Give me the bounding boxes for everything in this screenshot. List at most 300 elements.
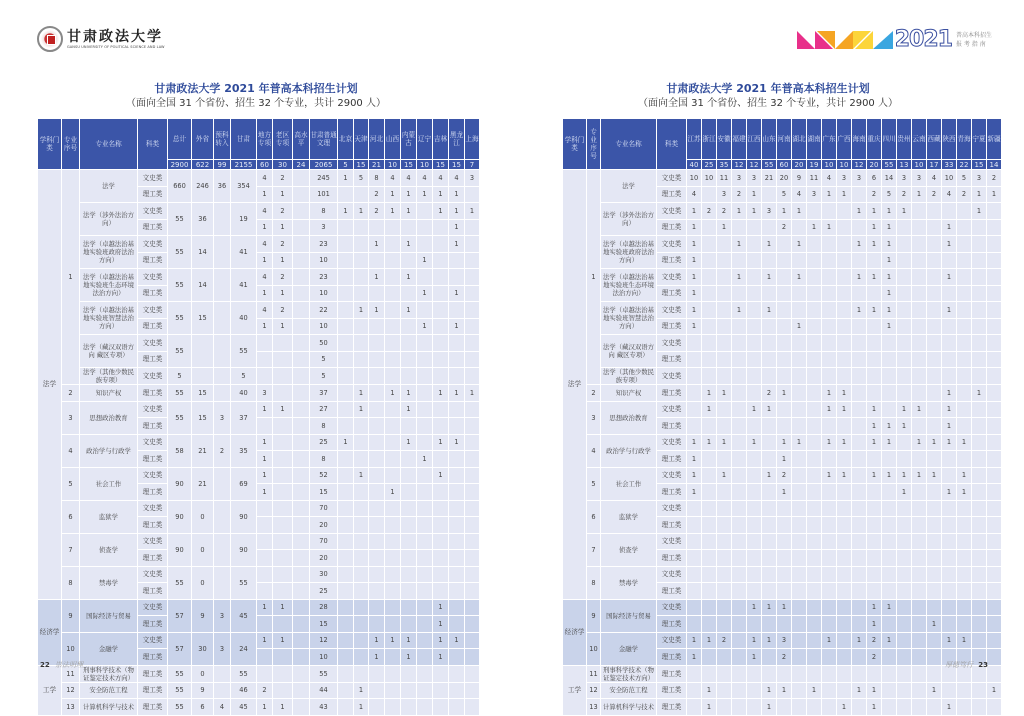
province-value: 1: [867, 203, 882, 220]
province-value: [687, 418, 702, 435]
province-value: [417, 699, 433, 716]
province-value: 1: [762, 599, 777, 616]
value-high: [293, 252, 310, 269]
value-prep: 3: [214, 632, 231, 665]
province-value: 1: [354, 682, 369, 699]
province-value: [777, 517, 792, 534]
province-value: [417, 599, 433, 616]
value-normal: 8: [310, 451, 338, 468]
province-value: [465, 401, 480, 418]
province-value: 1: [449, 385, 465, 402]
value-out: 0: [192, 500, 214, 533]
province-value: [867, 335, 882, 352]
province-value: [912, 599, 927, 616]
value-local: [257, 335, 273, 352]
value-prep: [214, 302, 231, 335]
major-no: 1: [587, 170, 601, 385]
province-value: [987, 368, 1002, 385]
province-value: 1: [449, 219, 465, 236]
province-value: [354, 484, 369, 501]
province-value: [912, 550, 927, 567]
major-no: 11: [62, 665, 80, 682]
province-value: [747, 385, 762, 402]
value-local: 1: [257, 318, 273, 335]
value-total: 58: [168, 434, 192, 467]
col-province: 四川: [882, 119, 897, 160]
province-value: [837, 236, 852, 253]
value-normal: 44: [310, 682, 338, 699]
col-province: 湖北: [792, 119, 807, 160]
province-value: 5: [777, 186, 792, 203]
value-out: 9: [192, 599, 214, 632]
province-value: 1: [777, 484, 792, 501]
province-value: [912, 302, 927, 319]
province-value: [702, 451, 717, 468]
province-value: [837, 451, 852, 468]
province-value: [401, 699, 417, 716]
province-value: [942, 203, 957, 220]
province-value: [822, 318, 837, 335]
province-value: [433, 219, 449, 236]
value-out: 15: [192, 401, 214, 434]
stream: 文史类: [138, 599, 168, 616]
province-value: [822, 418, 837, 435]
province-value: [867, 285, 882, 302]
province-value: [882, 517, 897, 534]
province-value: [777, 401, 792, 418]
province-value: [807, 484, 822, 501]
province-value: [792, 451, 807, 468]
province-value: [942, 599, 957, 616]
province-value: [385, 236, 401, 253]
value-high: [293, 583, 310, 600]
province-value: [777, 566, 792, 583]
province-value: [987, 533, 1002, 550]
table-row: [38, 203, 480, 220]
province-value: [972, 517, 987, 534]
province-value: [465, 252, 480, 269]
province-value: [717, 285, 732, 302]
stream: 文史类: [138, 170, 168, 187]
major-name: 刑事科学技术（物证鉴定技术方向）: [601, 665, 657, 682]
province-value: [777, 665, 792, 682]
stream: 文史类: [657, 236, 687, 253]
province-value: 1: [792, 269, 807, 286]
province-value: [433, 451, 449, 468]
value-out: 15: [192, 302, 214, 335]
province-value: [762, 665, 777, 682]
province-value: 1: [882, 302, 897, 319]
value-gansu: 41: [231, 269, 257, 302]
province-value: 4: [687, 186, 702, 203]
province-value: [717, 302, 732, 319]
total-value: 12: [747, 160, 762, 170]
province-value: 4: [792, 186, 807, 203]
province-value: [882, 451, 897, 468]
province-value: [369, 550, 385, 567]
province-value: [837, 203, 852, 220]
province-value: [987, 632, 1002, 649]
province-value: [417, 335, 433, 352]
province-value: 1: [687, 649, 702, 666]
value-high: [293, 385, 310, 402]
province-value: [822, 599, 837, 616]
province-value: [369, 500, 385, 517]
stream: 文史类: [138, 434, 168, 451]
province-value: [702, 418, 717, 435]
table-body: [563, 170, 1002, 716]
province-value: [837, 566, 852, 583]
total-value: 15: [433, 160, 449, 170]
province-value: 1: [762, 699, 777, 716]
province-value: [972, 550, 987, 567]
province-value: [972, 451, 987, 468]
province-value: [987, 583, 1002, 600]
province-value: [417, 401, 433, 418]
province-value: [912, 699, 927, 716]
province-value: [837, 269, 852, 286]
province-value: 1: [338, 434, 354, 451]
province-value: [369, 583, 385, 600]
col-gansu: 甘肃: [231, 119, 257, 160]
province-value: 1: [942, 484, 957, 501]
province-value: [354, 318, 369, 335]
value-old: [273, 418, 293, 435]
province-value: [354, 285, 369, 302]
province-value: [385, 500, 401, 517]
province-value: [433, 566, 449, 583]
province-value: [747, 517, 762, 534]
province-value: [942, 533, 957, 550]
value-high: [293, 335, 310, 352]
stream: 文史类: [138, 467, 168, 484]
province-value: 1: [717, 219, 732, 236]
province-value: [792, 500, 807, 517]
value-normal: 30: [310, 566, 338, 583]
major-name: 侦查学: [80, 533, 138, 566]
stream: 文史类: [138, 335, 168, 352]
major-name: 思想政治教育: [601, 401, 657, 434]
province-value: [882, 699, 897, 716]
province-value: [792, 550, 807, 567]
category-cell: 工学: [563, 665, 587, 715]
total-value: 10: [912, 160, 927, 170]
stream: 理工类: [657, 252, 687, 269]
province-value: [852, 699, 867, 716]
province-value: [852, 467, 867, 484]
province-value: [897, 385, 912, 402]
province-value: [972, 368, 987, 385]
province-value: 1: [732, 302, 747, 319]
province-value: 1: [449, 285, 465, 302]
province-value: [912, 269, 927, 286]
province-value: [433, 583, 449, 600]
province-value: [807, 517, 822, 534]
province-value: 1: [867, 269, 882, 286]
value-prep: [214, 203, 231, 236]
province-value: 1: [882, 434, 897, 451]
province-value: [957, 699, 972, 716]
province-value: [927, 533, 942, 550]
province-value: [807, 368, 822, 385]
province-value: [449, 665, 465, 682]
province-value: 2: [867, 186, 882, 203]
col-province: 云南: [912, 119, 927, 160]
major-name: 知识产权: [601, 385, 657, 402]
province-value: 1: [417, 252, 433, 269]
value-prep: [214, 682, 231, 699]
province-value: [401, 252, 417, 269]
province-value: 10: [942, 170, 957, 187]
province-value: [822, 665, 837, 682]
province-value: [942, 616, 957, 633]
stream: 文史类: [657, 566, 687, 583]
province-value: [792, 351, 807, 368]
province-value: [385, 665, 401, 682]
province-value: [702, 236, 717, 253]
value-old: [273, 335, 293, 352]
value-local: [257, 649, 273, 666]
major-name: 法学（其他少数民族专项）: [80, 368, 138, 385]
stream: 理工类: [138, 186, 168, 203]
province-value: [717, 351, 732, 368]
table-row: [563, 467, 1002, 484]
major-no: 13: [587, 699, 601, 716]
province-value: [972, 682, 987, 699]
province-value: 2: [867, 632, 882, 649]
province-value: [927, 665, 942, 682]
province-value: 1: [747, 649, 762, 666]
province-value: 1: [401, 302, 417, 319]
province-value: 1: [987, 682, 1002, 699]
value-total: 55: [168, 335, 192, 368]
category-cell: 法学: [563, 170, 587, 600]
province-value: 1: [852, 632, 867, 649]
province-value: 1: [385, 203, 401, 220]
value-prep: [214, 385, 231, 402]
province-value: [385, 533, 401, 550]
province-value: [837, 335, 852, 352]
province-value: [912, 583, 927, 600]
province-value: [807, 665, 822, 682]
province-value: [338, 632, 354, 649]
major-no: 8: [62, 566, 80, 599]
province-value: [417, 467, 433, 484]
province-value: 4: [433, 170, 449, 187]
major-name: 法学: [601, 170, 657, 203]
province-value: [717, 368, 732, 385]
province-value: [927, 335, 942, 352]
province-value: [465, 649, 480, 666]
province-value: 1: [807, 682, 822, 699]
province-value: [687, 368, 702, 385]
province-value: 1: [777, 203, 792, 220]
province-value: 1: [897, 418, 912, 435]
col-tianjin: 天津: [354, 119, 369, 160]
table-row: [38, 170, 480, 187]
province-value: [717, 335, 732, 352]
province-value: 1: [822, 467, 837, 484]
province-value: [717, 484, 732, 501]
province-value: [807, 451, 822, 468]
province-value: [897, 583, 912, 600]
province-value: [354, 219, 369, 236]
value-normal: 10: [310, 285, 338, 302]
province-value: [927, 583, 942, 600]
province-value: [942, 252, 957, 269]
table-row: [38, 302, 480, 319]
province-value: [762, 351, 777, 368]
province-value: 1: [433, 632, 449, 649]
col-local-special: 地方专项: [257, 119, 273, 160]
col-stream: 科类: [657, 119, 687, 170]
value-high: [293, 269, 310, 286]
province-value: 11: [807, 170, 822, 187]
value-high: [293, 418, 310, 435]
province-value: [882, 335, 897, 352]
province-value: [807, 385, 822, 402]
province-value: [837, 318, 852, 335]
province-value: [369, 351, 385, 368]
province-value: [385, 599, 401, 616]
province-value: [687, 500, 702, 517]
col-category: 学科门类: [563, 119, 587, 170]
table-row: [563, 401, 1002, 418]
province-value: [747, 699, 762, 716]
province-value: [747, 219, 762, 236]
province-value: [822, 236, 837, 253]
province-value: [732, 566, 747, 583]
province-value: [732, 335, 747, 352]
province-value: [732, 500, 747, 517]
province-value: [972, 318, 987, 335]
province-value: 1: [882, 203, 897, 220]
province-value: [777, 302, 792, 319]
province-value: [338, 401, 354, 418]
province-value: 1: [354, 401, 369, 418]
province-value: [837, 368, 852, 385]
major-name: 社会工作: [601, 467, 657, 500]
value-high: [293, 649, 310, 666]
province-value: [867, 385, 882, 402]
major-name: 知识产权: [80, 385, 138, 402]
table-row: [38, 699, 480, 716]
province-value: [449, 500, 465, 517]
value-gansu: 37: [231, 401, 257, 434]
value-total: 55: [168, 566, 192, 599]
province-value: [354, 665, 369, 682]
province-value: [987, 599, 1002, 616]
province-value: [717, 418, 732, 435]
value-high: [293, 599, 310, 616]
right-page: [512, 0, 1024, 711]
province-value: [747, 318, 762, 335]
province-value: [927, 203, 942, 220]
province-value: [747, 500, 762, 517]
province-value: [417, 203, 433, 220]
province-value: [822, 550, 837, 567]
province-value: 5: [882, 186, 897, 203]
province-value: [338, 550, 354, 567]
province-value: [449, 517, 465, 534]
province-value: [433, 236, 449, 253]
province-value: 1: [687, 467, 702, 484]
province-value: 1: [385, 484, 401, 501]
major-no: 12: [587, 682, 601, 699]
province-value: [822, 517, 837, 534]
total-value: 15: [449, 160, 465, 170]
university-seal-icon: [37, 26, 63, 52]
province-value: [417, 418, 433, 435]
province-value: [385, 351, 401, 368]
stream: 理工类: [657, 385, 687, 402]
province-value: 1: [385, 385, 401, 402]
province-value: [927, 517, 942, 534]
province-value: [822, 451, 837, 468]
province-value: 1: [942, 434, 957, 451]
province-value: [747, 682, 762, 699]
province-value: [369, 219, 385, 236]
col-province: 广东: [822, 119, 837, 160]
total-value: 12: [732, 160, 747, 170]
province-value: [942, 583, 957, 600]
province-value: [942, 500, 957, 517]
province-value: [747, 467, 762, 484]
province-value: [897, 649, 912, 666]
province-value: [867, 484, 882, 501]
province-value: [987, 351, 1002, 368]
province-value: [338, 252, 354, 269]
province-value: 2: [762, 385, 777, 402]
value-out: 21: [192, 467, 214, 500]
province-value: 1: [837, 467, 852, 484]
major-name: 安全防范工程: [80, 682, 138, 699]
value-local: 1: [257, 401, 273, 418]
province-value: [717, 401, 732, 418]
province-value: [777, 236, 792, 253]
province-value: [987, 434, 1002, 451]
province-value: 2: [717, 203, 732, 220]
province-value: [762, 649, 777, 666]
colorful-triangles-icon: [797, 31, 893, 49]
province-value: [987, 219, 1002, 236]
province-value: 1: [822, 219, 837, 236]
province-value: [777, 500, 792, 517]
province-value: [338, 385, 354, 402]
province-value: [807, 351, 822, 368]
province-value: [717, 682, 732, 699]
province-value: [385, 302, 401, 319]
province-value: [837, 351, 852, 368]
major-name: 监狱学: [601, 500, 657, 533]
value-total: 55: [168, 269, 192, 302]
province-value: [465, 533, 480, 550]
province-value: 1: [942, 699, 957, 716]
province-value: [465, 665, 480, 682]
province-value: [732, 616, 747, 633]
value-total: 57: [168, 599, 192, 632]
province-value: [927, 269, 942, 286]
province-value: [762, 616, 777, 633]
province-value: [762, 484, 777, 501]
province-value: 1: [912, 467, 927, 484]
province-value: [972, 302, 987, 319]
major-no: 4: [587, 434, 601, 467]
province-value: 1: [385, 632, 401, 649]
value-prep: [214, 665, 231, 682]
province-value: 1: [449, 434, 465, 451]
province-value: [972, 252, 987, 269]
